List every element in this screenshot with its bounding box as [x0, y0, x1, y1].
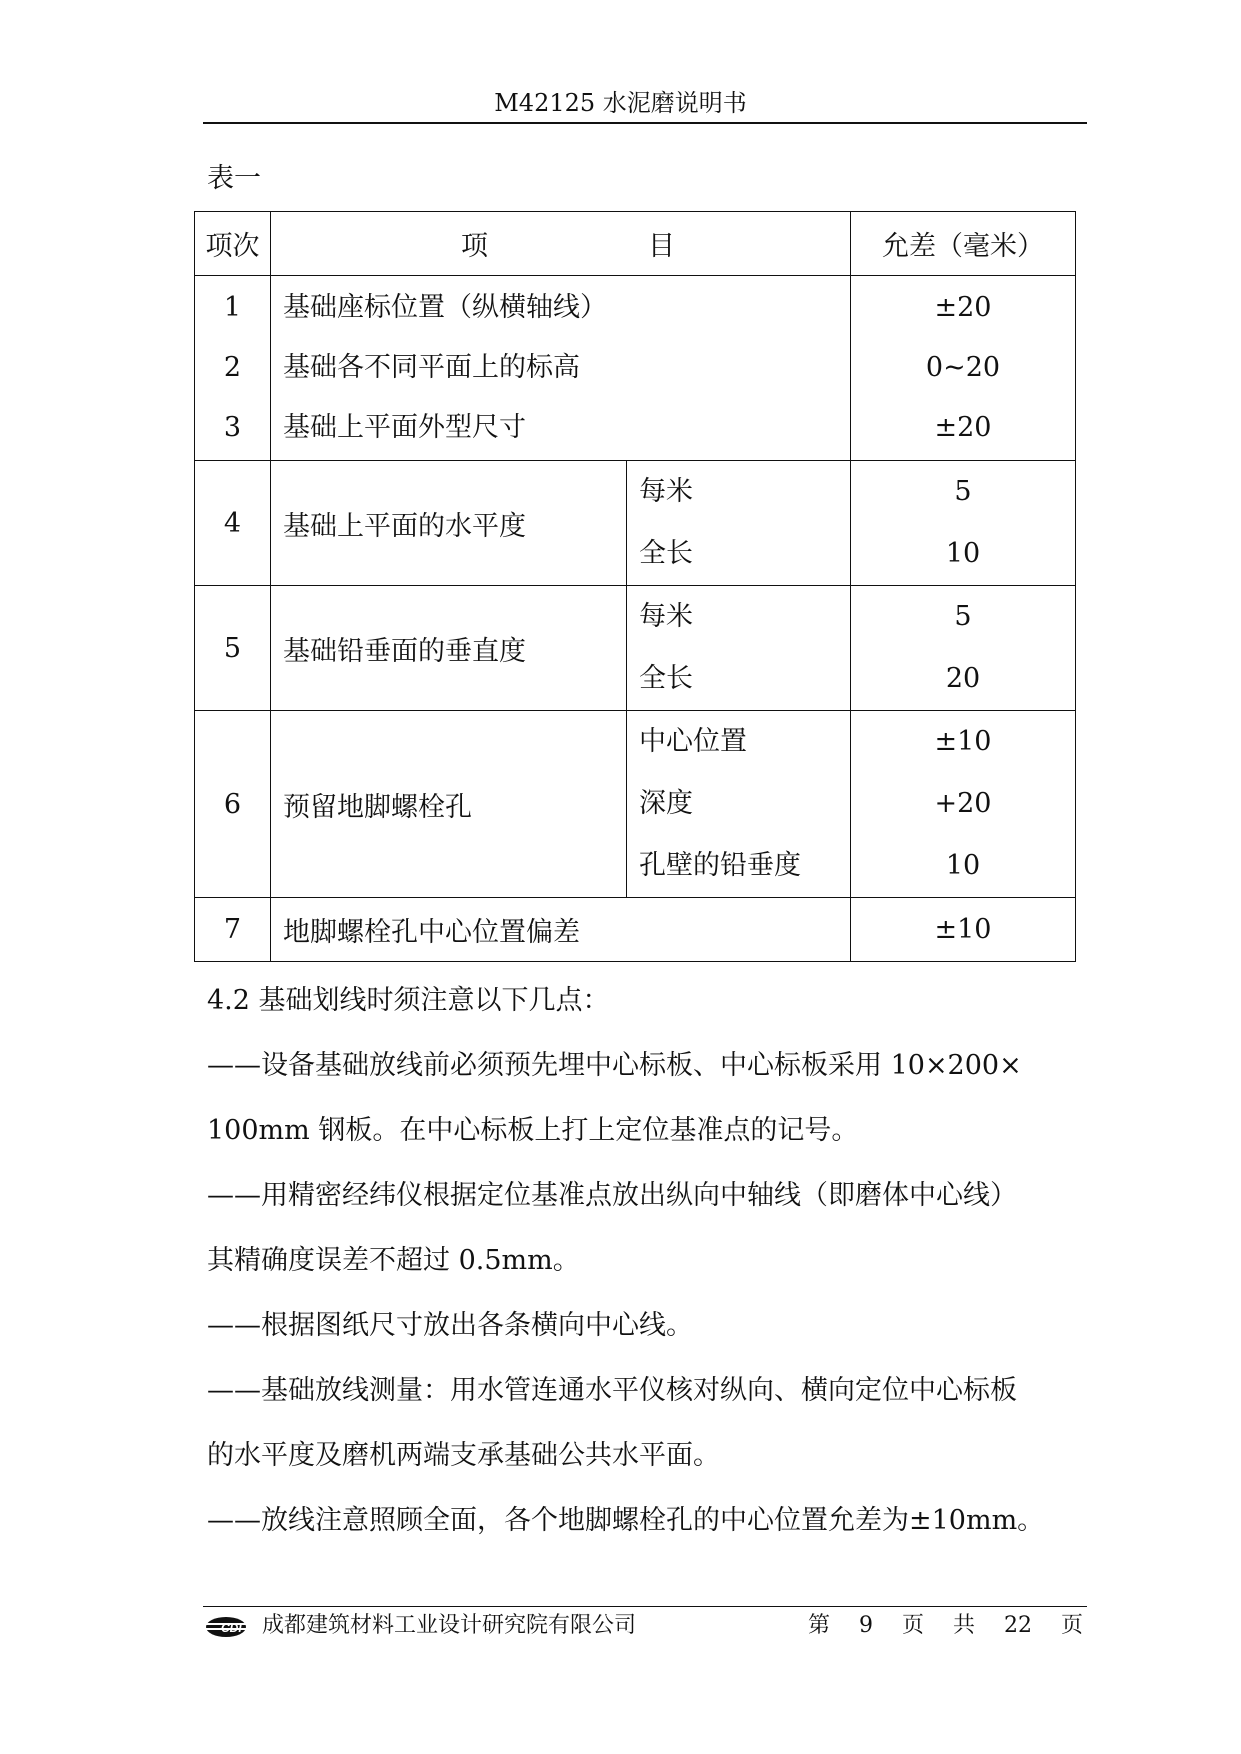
row-item: 基础上平面外型尺寸	[283, 412, 526, 443]
table-row	[195, 898, 1076, 962]
row-item: 基础铅垂面的垂直度	[271, 586, 627, 711]
row-sub-item: 每米	[639, 601, 693, 632]
table-caption: 表一	[207, 163, 261, 194]
row-index: 5	[195, 586, 271, 711]
row-tolerance: ±20	[934, 412, 992, 443]
row-tolerance: 10	[945, 850, 981, 881]
row-tolerance: 5	[954, 601, 972, 632]
body-paragraph: ——基础放线测量：用水管连通水平仪核对纵向、横向定位中心标板	[207, 1375, 1017, 1406]
body-paragraph: 其精确度误差不超过 0.5mm。	[207, 1245, 580, 1276]
cdi-logo-icon	[204, 1614, 262, 1640]
row-index: 1	[223, 292, 242, 323]
row-tolerance-cell	[851, 586, 1076, 711]
row-tolerance: 10	[945, 538, 981, 569]
row-tolerance: +20	[934, 788, 992, 819]
row-tolerance: ±10	[934, 726, 992, 757]
row-sub-cell	[627, 586, 851, 711]
footer-divider	[203, 1606, 1087, 1607]
header-item	[271, 212, 851, 276]
row-sub-item: 中心位置	[639, 726, 747, 757]
row-item-cell	[271, 276, 851, 461]
row-tolerance: ±10	[851, 898, 1076, 962]
company-name: 成都建筑材料工业设计研究院有限公司	[262, 1613, 637, 1638]
row-sub-item: 全长	[639, 663, 693, 694]
page-indicator	[808, 1612, 1083, 1640]
row-sub-item: 每米	[639, 476, 693, 507]
header-item-right: 目	[648, 231, 675, 262]
page-label: 第	[807, 1613, 830, 1638]
table-row	[195, 711, 1076, 898]
header-item-left: 项	[461, 231, 488, 262]
row-tolerance: 20	[945, 663, 981, 694]
body-paragraph: ——放线注意照顾全面，各个地脚螺栓孔的中心位置允差为±10mm。	[207, 1505, 1045, 1536]
row-tolerance: 0~20	[925, 352, 1001, 383]
table-header-row	[195, 212, 1076, 276]
body-paragraph: 100mm 钢板。在中心标板上打上定位基准点的记号。	[207, 1115, 859, 1146]
header-tolerance: 允差（毫米）	[851, 212, 1076, 276]
page-label: 页	[901, 1613, 924, 1638]
body-paragraph: 的水平度及磨机两端支承基础公共水平面。	[207, 1440, 720, 1471]
row-item: 基础上平面的水平度	[271, 461, 627, 586]
row-tolerance-cell	[851, 711, 1076, 898]
row-item: 基础座标位置（纵横轴线）	[283, 292, 607, 323]
row-item: 基础各不同平面上的标高	[283, 352, 580, 383]
row-index-cell	[195, 276, 271, 461]
table-row	[195, 586, 1076, 711]
row-item: 预留地脚螺栓孔	[271, 711, 627, 898]
row-sub-cell	[627, 461, 851, 586]
page-label: 共	[952, 1613, 975, 1638]
row-index: 2	[223, 352, 242, 383]
body-paragraph: 4.2 基础划线时须注意以下几点：	[207, 985, 610, 1016]
table-row	[195, 276, 1076, 461]
body-paragraph: ——根据图纸尺寸放出各条横向中心线。	[207, 1310, 693, 1341]
body-paragraph: ——设备基础放线前必须预先埋中心标板、中心标板采用 10×200×	[207, 1050, 1022, 1081]
row-sub-item: 深度	[639, 788, 693, 819]
row-index: 3	[223, 412, 242, 443]
row-item: 地脚螺栓孔中心位置偏差	[271, 898, 851, 962]
row-tolerance-cell	[851, 461, 1076, 586]
header-index: 项次	[195, 212, 271, 276]
row-index: 4	[195, 461, 271, 586]
row-tolerance-cell	[851, 276, 1076, 461]
row-tolerance: ±20	[934, 292, 992, 323]
page-number: 9	[858, 1613, 873, 1638]
page-total: 22	[1003, 1613, 1032, 1638]
row-sub-item: 全长	[639, 538, 693, 569]
row-index: 6	[195, 711, 271, 898]
row-sub-item: 孔壁的铅垂度	[639, 850, 801, 881]
header-divider	[203, 122, 1087, 124]
page-label: 页	[1060, 1613, 1083, 1638]
document-title: M42125 水泥磨说明书	[494, 89, 747, 117]
row-sub-cell	[627, 711, 851, 898]
body-paragraph: ——用精密经纬仪根据定位基准点放出纵向中轴线（即磨体中心线）	[207, 1180, 1017, 1211]
row-index: 7	[195, 898, 271, 962]
table-row	[195, 461, 1076, 586]
row-tolerance: 5	[954, 476, 972, 507]
tolerance-table	[194, 211, 1076, 962]
cdi-logo-text: CDI	[221, 1621, 242, 1635]
